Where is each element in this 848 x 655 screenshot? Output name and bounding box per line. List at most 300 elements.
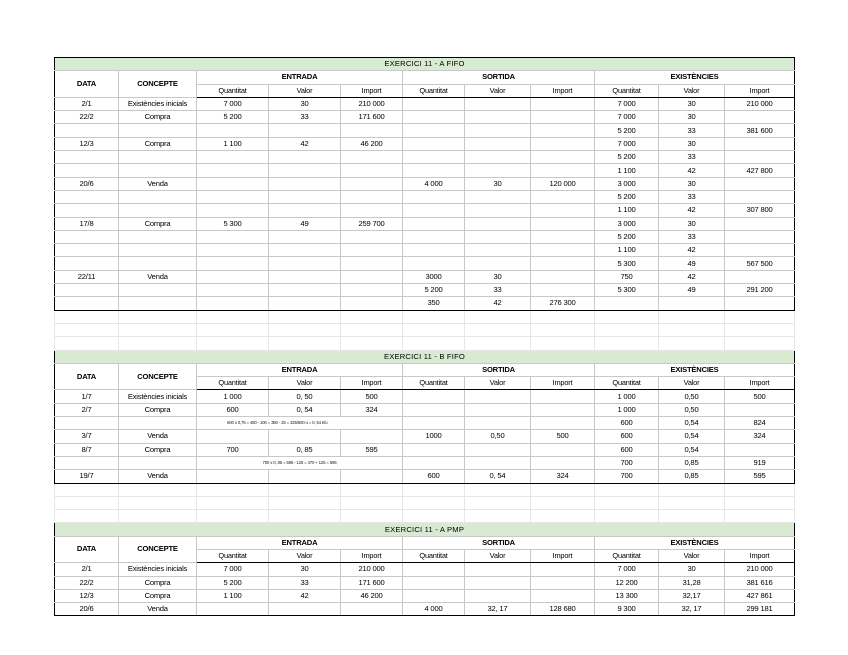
- existencies-valor: 32,17: [659, 589, 725, 602]
- header-data: DATA: [55, 363, 119, 390]
- sortida-valor: [465, 137, 531, 150]
- calculation-note: 700 x 0, 85 = 595 - 125 = 470 + 125 = 595: [197, 456, 403, 469]
- sortida-quantitat: [403, 111, 465, 124]
- lifo-table-row: [55, 456, 795, 469]
- existencies-import: 381 600: [725, 124, 795, 137]
- sortida-quantitat: [403, 576, 465, 589]
- sortida-valor: [465, 257, 531, 270]
- existencies-valor: 42: [659, 204, 725, 217]
- concept-cell: Existències inicials: [119, 390, 197, 403]
- empty-cell: [725, 310, 795, 323]
- entrada-valor: 42: [269, 137, 341, 150]
- entrada-quantitat: [197, 284, 269, 297]
- entrada-quantitat: [197, 244, 269, 257]
- sortida-import: [531, 403, 595, 416]
- entrada-import: 210 000: [341, 563, 403, 576]
- subheader-import: Import: [725, 549, 795, 562]
- fifo-table-row: [55, 257, 795, 270]
- existencies-valor: 0,54: [659, 443, 725, 456]
- lifo-table-row: [55, 470, 795, 483]
- pmp-section-title: EXERCICI 11 - A PMP: [55, 523, 795, 536]
- empty-cell: [465, 337, 531, 350]
- existencies-import: [725, 137, 795, 150]
- entrada-quantitat: 5 200: [197, 576, 269, 589]
- sortida-valor: 0,50: [465, 430, 531, 443]
- sortida-import: [531, 417, 595, 430]
- sortida-import: [531, 456, 595, 469]
- empty-cell: [403, 323, 465, 336]
- empty-cell: [531, 483, 595, 496]
- subheader-valor: Valor: [659, 549, 725, 562]
- existencies-import: [725, 244, 795, 257]
- entrada-quantitat: [197, 470, 269, 483]
- sortida-valor: [465, 204, 531, 217]
- concept-cell: [119, 124, 197, 137]
- date-cell: [55, 257, 119, 270]
- existencies-valor: 33: [659, 151, 725, 164]
- existencies-import: [725, 151, 795, 164]
- fifo-title-row: [55, 58, 795, 71]
- concept-cell: Venda: [119, 270, 197, 283]
- sortida-import: 128 680: [531, 603, 595, 616]
- concept-cell: Venda: [119, 430, 197, 443]
- existencies-valor: 42: [659, 244, 725, 257]
- existencies-quantitat: 5 200: [595, 151, 659, 164]
- empty-cell: [197, 483, 269, 496]
- subheader-quantitat: Quantitat: [197, 84, 269, 97]
- entrada-quantitat: 7 000: [197, 97, 269, 110]
- empty-cell: [531, 337, 595, 350]
- entrada-valor: [269, 177, 341, 190]
- entrada-valor: 0, 50: [269, 390, 341, 403]
- existencies-valor: 0,85: [659, 456, 725, 469]
- existencies-valor: 0,54: [659, 417, 725, 430]
- entrada-valor: 49: [269, 217, 341, 230]
- sortida-valor: [465, 390, 531, 403]
- sortida-import: [531, 257, 595, 270]
- existencies-import: 291 200: [725, 284, 795, 297]
- existencies-quantitat: 5 200: [595, 124, 659, 137]
- concept-cell: Compra: [119, 403, 197, 416]
- existencies-valor: 33: [659, 124, 725, 137]
- subheader-import: Import: [531, 549, 595, 562]
- existencies-import: 500: [725, 390, 795, 403]
- sortida-valor: 32, 17: [465, 603, 531, 616]
- sortida-valor: 0, 54: [465, 470, 531, 483]
- existencies-quantitat: 13 300: [595, 589, 659, 602]
- empty-cell: [595, 310, 659, 323]
- sortida-import: [531, 124, 595, 137]
- sortida-valor: [465, 111, 531, 124]
- existencies-import: 381 616: [725, 576, 795, 589]
- existencies-quantitat: 9 300: [595, 603, 659, 616]
- concept-cell: Venda: [119, 603, 197, 616]
- entrada-import: 500: [341, 390, 403, 403]
- sortida-import: [531, 111, 595, 124]
- entrada-valor: 30: [269, 563, 341, 576]
- sortida-import: [531, 190, 595, 203]
- entrada-valor: [269, 297, 341, 310]
- sortida-quantitat: 3000: [403, 270, 465, 283]
- sortida-valor: 33: [465, 284, 531, 297]
- sortida-quantitat: [403, 390, 465, 403]
- date-cell: [55, 230, 119, 243]
- empty-cell: [197, 510, 269, 523]
- sortida-quantitat: [403, 164, 465, 177]
- sortida-quantitat: [403, 443, 465, 456]
- concept-cell: [119, 204, 197, 217]
- sortida-valor: [465, 97, 531, 110]
- sortida-valor: [465, 230, 531, 243]
- subheader-valor: Valor: [269, 549, 341, 562]
- fifo-table-row: [55, 111, 795, 124]
- sortida-import: 500: [531, 430, 595, 443]
- existencies-import: 427 861: [725, 589, 795, 602]
- empty-cell: [341, 496, 403, 509]
- empty-cell: [659, 337, 725, 350]
- sortida-import: [531, 97, 595, 110]
- empty-cell: [55, 483, 119, 496]
- empty-row: [55, 496, 795, 509]
- date-cell: [55, 204, 119, 217]
- subheader-valor: Valor: [659, 377, 725, 390]
- existencies-valor: 0,50: [659, 403, 725, 416]
- existencies-valor: 32, 17: [659, 603, 725, 616]
- empty-cell: [595, 510, 659, 523]
- existencies-quantitat: 1 100: [595, 244, 659, 257]
- entrada-import: [341, 284, 403, 297]
- lifo-section-title: EXERCICI 11 - B FIFO: [55, 350, 795, 363]
- lifo-table-row: [55, 390, 795, 403]
- date-cell: 20/6: [55, 177, 119, 190]
- header-existencies: EXISTÈNCIES: [595, 363, 795, 376]
- concept-cell: Existències inicials: [119, 97, 197, 110]
- entrada-valor: [269, 470, 341, 483]
- entrada-valor: [269, 257, 341, 270]
- existencies-quantitat: 1 100: [595, 204, 659, 217]
- calculation-note: 600 x 0,75 = 450 - 100 = 350 - 25 = 325/600 u = 0, 54 €/u: [197, 417, 403, 430]
- concept-cell: [119, 284, 197, 297]
- existencies-valor: 30: [659, 177, 725, 190]
- entrada-valor: 0, 54: [269, 403, 341, 416]
- entrada-valor: [269, 603, 341, 616]
- entrada-import: 46 200: [341, 137, 403, 150]
- pmp-table-row: [55, 563, 795, 576]
- sortida-valor: 30: [465, 177, 531, 190]
- entrada-valor: [269, 151, 341, 164]
- empty-cell: [659, 510, 725, 523]
- existencies-import: 210 000: [725, 563, 795, 576]
- date-cell: [55, 124, 119, 137]
- sortida-valor: [465, 124, 531, 137]
- existencies-valor: 33: [659, 190, 725, 203]
- existencies-quantitat: 7 000: [595, 563, 659, 576]
- empty-cell: [341, 483, 403, 496]
- sortida-valor: [465, 589, 531, 602]
- date-cell: 20/6: [55, 603, 119, 616]
- entrada-quantitat: [197, 297, 269, 310]
- sortida-valor: [465, 217, 531, 230]
- sortida-quantitat: [403, 589, 465, 602]
- date-cell: [55, 284, 119, 297]
- header-data: DATA: [55, 536, 119, 563]
- sortida-import: [531, 270, 595, 283]
- empty-cell: [595, 483, 659, 496]
- sortida-quantitat: [403, 230, 465, 243]
- entrada-valor: [269, 244, 341, 257]
- existencies-import: 210 000: [725, 97, 795, 110]
- date-cell: 1/7: [55, 390, 119, 403]
- sortida-quantitat: [403, 190, 465, 203]
- date-cell: 2/7: [55, 403, 119, 416]
- empty-cell: [403, 510, 465, 523]
- subheader-valor: Valor: [269, 377, 341, 390]
- subheader-quantitat: Quantitat: [595, 549, 659, 562]
- existencies-import: 567 500: [725, 257, 795, 270]
- entrada-valor: 42: [269, 589, 341, 602]
- sortida-import: 120 000: [531, 177, 595, 190]
- existencies-import: [725, 443, 795, 456]
- empty-cell: [269, 510, 341, 523]
- sortida-import: [531, 217, 595, 230]
- lifo-table-row: [55, 403, 795, 416]
- fifo-table-row: [55, 284, 795, 297]
- sortida-valor: [465, 456, 531, 469]
- subheader-quantitat: Quantitat: [403, 549, 465, 562]
- empty-cell: [341, 310, 403, 323]
- empty-cell: [725, 496, 795, 509]
- subheader-import: Import: [531, 84, 595, 97]
- concept-cell: Compra: [119, 217, 197, 230]
- entrada-import: [341, 244, 403, 257]
- empty-row: [55, 323, 795, 336]
- subheader-valor: Valor: [269, 84, 341, 97]
- empty-row: [55, 510, 795, 523]
- existencies-quantitat: 12 200: [595, 576, 659, 589]
- sortida-valor: [465, 417, 531, 430]
- existencies-quantitat: 7 000: [595, 97, 659, 110]
- fifo-table-row: [55, 177, 795, 190]
- existencies-valor: 0,50: [659, 390, 725, 403]
- sortida-valor: [465, 190, 531, 203]
- subheader-quantitat: Quantitat: [403, 377, 465, 390]
- existencies-valor: 0,54: [659, 430, 725, 443]
- sortida-import: [531, 244, 595, 257]
- existencies-quantitat: 7 000: [595, 137, 659, 150]
- existencies-import: [725, 403, 795, 416]
- fifo-table-row: [55, 124, 795, 137]
- existencies-valor: [659, 297, 725, 310]
- fifo-table-row: [55, 297, 795, 310]
- concept-cell: Compra: [119, 589, 197, 602]
- empty-cell: [659, 483, 725, 496]
- sortida-quantitat: 5 200: [403, 284, 465, 297]
- empty-cell: [341, 337, 403, 350]
- existencies-import: [725, 111, 795, 124]
- concept-cell: [119, 297, 197, 310]
- sortida-quantitat: [403, 257, 465, 270]
- date-cell: 12/3: [55, 589, 119, 602]
- existencies-valor: 49: [659, 284, 725, 297]
- empty-cell: [465, 510, 531, 523]
- empty-cell: [595, 496, 659, 509]
- entrada-quantitat: [197, 270, 269, 283]
- existencies-import: [725, 177, 795, 190]
- entrada-import: [341, 470, 403, 483]
- entrada-import: [341, 297, 403, 310]
- existencies-import: [725, 270, 795, 283]
- date-cell: 17/8: [55, 217, 119, 230]
- empty-cell: [269, 310, 341, 323]
- sortida-import: [531, 204, 595, 217]
- entrada-valor: 33: [269, 111, 341, 124]
- entrada-valor: [269, 430, 341, 443]
- header-data: DATA: [55, 71, 119, 98]
- empty-cell: [197, 323, 269, 336]
- subheader-import: Import: [725, 377, 795, 390]
- entrada-valor: [269, 270, 341, 283]
- existencies-import: [725, 297, 795, 310]
- empty-cell: [403, 483, 465, 496]
- entrada-import: [341, 230, 403, 243]
- empty-cell: [119, 323, 197, 336]
- entrada-import: [341, 164, 403, 177]
- existencies-quantitat: 3 000: [595, 217, 659, 230]
- empty-cell: [531, 310, 595, 323]
- empty-row: [55, 337, 795, 350]
- entrada-import: [341, 257, 403, 270]
- header-concepte: CONCEPTE: [119, 536, 197, 563]
- subheader-import: Import: [725, 84, 795, 97]
- existencies-quantitat: 5 200: [595, 190, 659, 203]
- fifo-table-row: [55, 270, 795, 283]
- entrada-quantitat: [197, 204, 269, 217]
- sortida-import: 276 300: [531, 297, 595, 310]
- concept-cell: [119, 456, 197, 469]
- sortida-valor: [465, 244, 531, 257]
- sortida-quantitat: [403, 563, 465, 576]
- empty-cell: [725, 337, 795, 350]
- existencies-import: 307 800: [725, 204, 795, 217]
- existencies-import: 919: [725, 456, 795, 469]
- sortida-quantitat: [403, 456, 465, 469]
- spreadsheet: [54, 57, 794, 616]
- sortida-valor: [465, 164, 531, 177]
- fifo-table-row: [55, 204, 795, 217]
- entrada-quantitat: 600: [197, 403, 269, 416]
- entrada-quantitat: [197, 430, 269, 443]
- lifo-header-row: [55, 363, 795, 376]
- sortida-valor: [465, 443, 531, 456]
- fifo-table-row: [55, 217, 795, 230]
- empty-cell: [725, 323, 795, 336]
- existencies-quantitat: 750: [595, 270, 659, 283]
- sortida-quantitat: 1000: [403, 430, 465, 443]
- sortida-import: [531, 137, 595, 150]
- empty-cell: [531, 510, 595, 523]
- existencies-import: 427 800: [725, 164, 795, 177]
- sortida-quantitat: 4 000: [403, 177, 465, 190]
- empty-cell: [403, 337, 465, 350]
- date-cell: 2/1: [55, 563, 119, 576]
- subheader-import: Import: [341, 84, 403, 97]
- entrada-quantitat: [197, 151, 269, 164]
- sortida-valor: 30: [465, 270, 531, 283]
- existencies-valor: 42: [659, 164, 725, 177]
- sortida-valor: [465, 151, 531, 164]
- sortida-quantitat: 350: [403, 297, 465, 310]
- fifo-table-row: [55, 164, 795, 177]
- empty-cell: [595, 337, 659, 350]
- fifo-table-row: [55, 190, 795, 203]
- subheader-quantitat: Quantitat: [403, 84, 465, 97]
- existencies-valor: 33: [659, 230, 725, 243]
- entrada-valor: [269, 164, 341, 177]
- sortida-import: [531, 443, 595, 456]
- pmp-title-row: [55, 523, 795, 536]
- concept-cell: [119, 164, 197, 177]
- date-cell: 22/2: [55, 111, 119, 124]
- sortida-import: [531, 164, 595, 177]
- sortida-quantitat: 4 000: [403, 603, 465, 616]
- header-existencies: EXISTÈNCIES: [595, 536, 795, 549]
- pmp-table-row: [55, 589, 795, 602]
- concept-cell: [119, 230, 197, 243]
- existencies-quantitat: 7 000: [595, 111, 659, 124]
- lifo-title-row: [55, 350, 795, 363]
- empty-cell: [119, 310, 197, 323]
- concept-cell: [119, 151, 197, 164]
- sortida-valor: 42: [465, 297, 531, 310]
- fifo-table-row: [55, 97, 795, 110]
- entrada-quantitat: [197, 164, 269, 177]
- date-cell: [55, 417, 119, 430]
- entrada-quantitat: 1 000: [197, 390, 269, 403]
- empty-cell: [119, 496, 197, 509]
- existencies-valor: 30: [659, 97, 725, 110]
- empty-cell: [341, 510, 403, 523]
- empty-cell: [531, 496, 595, 509]
- fifo-table-row: [55, 244, 795, 257]
- empty-cell: [725, 510, 795, 523]
- sortida-valor: [465, 403, 531, 416]
- existencies-quantitat: 700: [595, 456, 659, 469]
- entrada-quantitat: [197, 190, 269, 203]
- inventory-grid: [54, 57, 795, 616]
- header-existencies: EXISTÈNCIES: [595, 71, 795, 84]
- sortida-import: [531, 230, 595, 243]
- empty-row: [55, 310, 795, 323]
- existencies-import: 595: [725, 470, 795, 483]
- date-cell: 22/11: [55, 270, 119, 283]
- entrada-valor: [269, 230, 341, 243]
- entrada-import: 595: [341, 443, 403, 456]
- existencies-valor: 30: [659, 111, 725, 124]
- sortida-quantitat: [403, 151, 465, 164]
- header-concepte: CONCEPTE: [119, 71, 197, 98]
- sortida-import: [531, 284, 595, 297]
- sortida-quantitat: [403, 417, 465, 430]
- entrada-quantitat: 7 000: [197, 563, 269, 576]
- existencies-quantitat: 1 000: [595, 403, 659, 416]
- pmp-header-row: [55, 536, 795, 549]
- entrada-import: [341, 177, 403, 190]
- entrada-quantitat: [197, 257, 269, 270]
- subheader-valor: Valor: [465, 377, 531, 390]
- empty-cell: [269, 496, 341, 509]
- entrada-quantitat: [197, 230, 269, 243]
- concept-cell: [119, 244, 197, 257]
